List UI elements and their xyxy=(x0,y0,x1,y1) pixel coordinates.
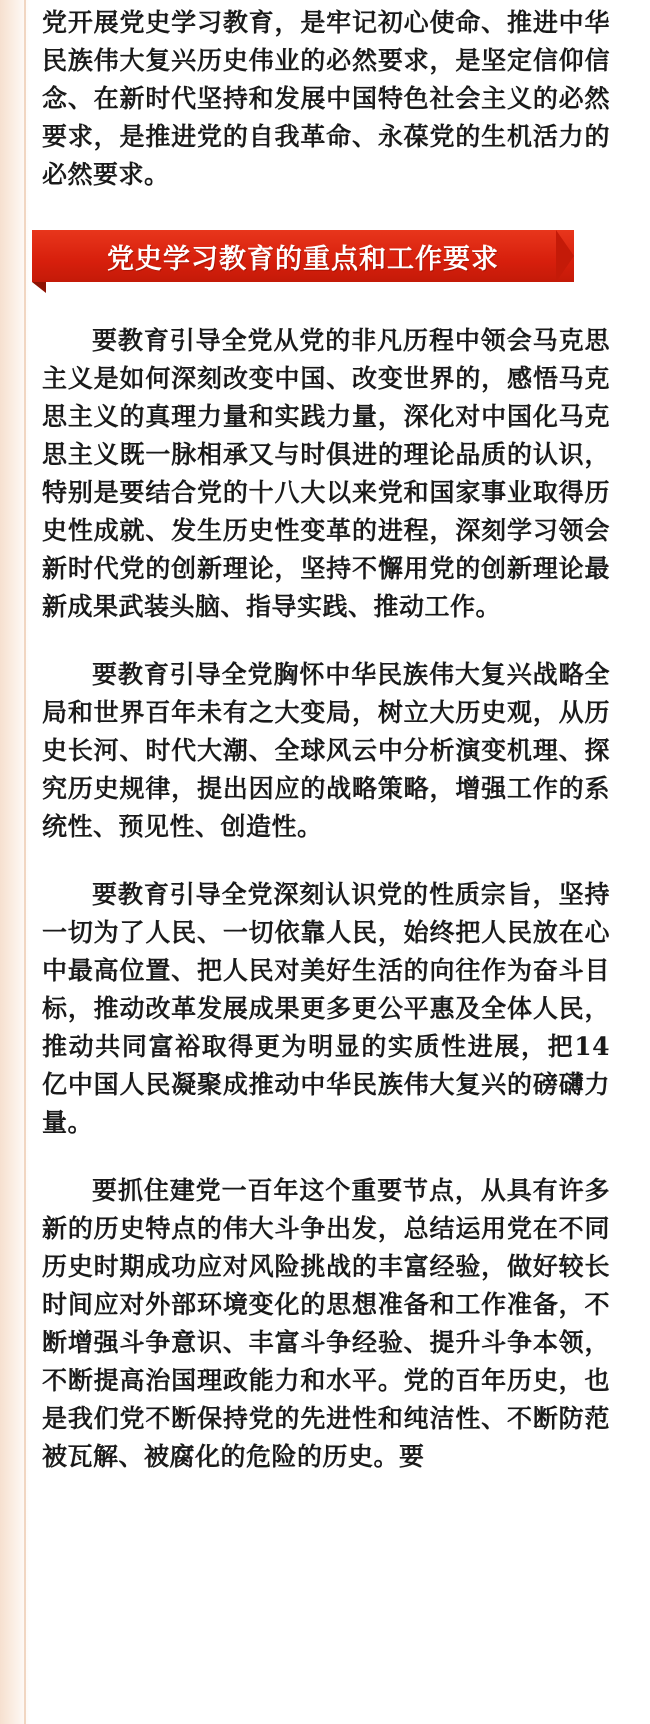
section-banner-body xyxy=(32,230,574,282)
section-banner-title: 党史学习教育的重点和工作要求 xyxy=(107,243,499,275)
body-paragraph-1: 要教育引导全党从党的非凡历程中领会马克思主义是如何深刻改变中国、改变世界的，感悟马克思主义的真理力量和实践力量，深化对中国化马克思主义既一脉相承又与时俱进的理论品质的认识，特别是要结合党的十八大以来党和国家事业取得历史性成就、发生历史性变革的进程，深刻学习领会新时代党的创新理论，坚持不懈用党的创新理论最新成果武装头脑、指导实践、推动工作。 xyxy=(42,326,610,621)
banner-tail-shape xyxy=(556,230,574,282)
section-banner xyxy=(32,230,592,292)
intro-paragraph: 党开展党史学习教育，是牢记初心使命、推进中华民族伟大复兴历史伟业的必然要求，是坚定信仰信念、在新时代坚持和发展中国特色社会主义的必然要求，是推进党的自我革命、永葆党的生机活力的必然要求。 xyxy=(42,8,610,189)
banner-fold-shape xyxy=(32,282,46,293)
body-paragraph-4: 要抓住建党一百年这个重要节点，从具有许多新的历史特点的伟大斗争出发，总结运用党在不同历史时期成功应对风险挑战的丰富经验，做好较长时间应对外部环境变化的思想准备和工作准备，不断增强斗争意识、丰富斗争经验、提升斗争本领，不断提高治国理政能力和水平。党的百年历史，也是我们党不断保持党的先进性和纯洁性、不断防范被瓦解、被腐化的危险的历史。要 xyxy=(42,1176,610,1471)
body-paragraph-3: 要教育引导全党深刻认识党的性质宗旨，坚持一切为了人民、一切依靠人民，始终把人民放在心中最高位置、把人民对美好生活的向往作为奋斗目标，推动改革发展成果更多更公平惠及全体人民，推动共同富裕取得更为明显的实质性进展，把14亿中国人民凝聚成推动中华民族伟大复兴的磅礴力量。 xyxy=(42,880,610,1137)
body-paragraph-2: 要教育引导全党胸怀中华民族伟大复兴战略全局和世界百年未有之大变局，树立大历史观，从历史长河、时代大潮、全球风云中分析演变机理、探究历史规律，提出因应的战略策略，增强工作的系统性、预见性、创造性。 xyxy=(42,660,610,841)
